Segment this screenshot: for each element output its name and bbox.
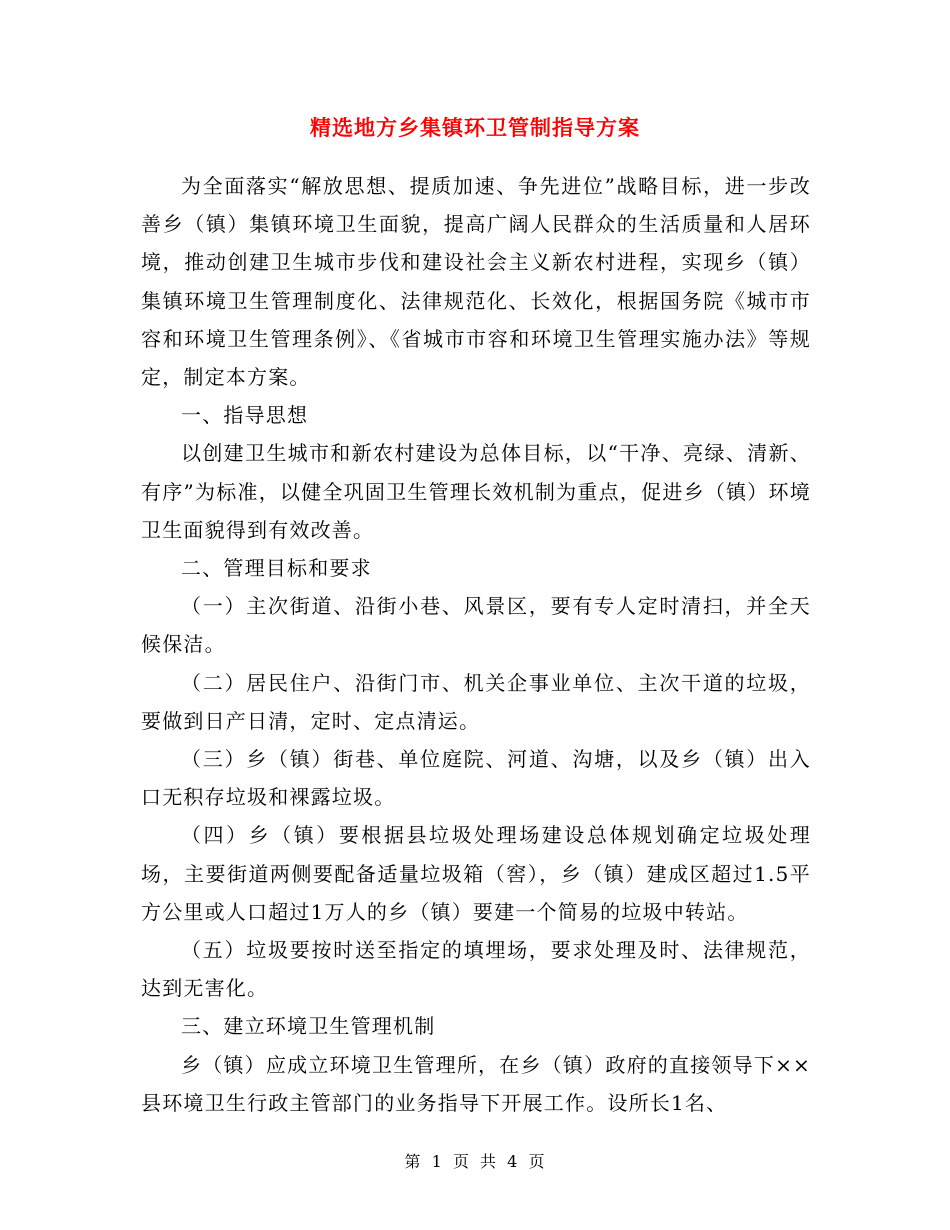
page-footer (0, 1150, 950, 1174)
document-title: 精选地方乡集镇环卫管制指导方案 (310, 115, 640, 140)
footer-total-pages: 4 (507, 1152, 519, 1171)
footer-label-page-unit: 页 (452, 1152, 470, 1171)
paragraph-mechanism: 乡（镇）应成立环境卫生管理所，在乡（镇）政府的直接领导下××县环境卫生行政主管部门的业务指导下开展工作。设所长1名、 (141, 1052, 811, 1115)
paragraph-intro: 为全面落实“解放思想、提质加速、争先进位”战略目标，进一步改善乡（镇）集镇环境卫生面貌，提高广阔人民群众的生活质量和人居环境，推动创建卫生城市步伐和建设社会主义新农村进程，实现乡（镇）集镇环境卫生管理制度化、法律规范化、长效化，根据国务院《城市市容和环境卫生管理条例》、《省城市市容和环境卫生管理实施办法》等规定，制定本方案。 (141, 174, 811, 390)
paragraph-item-1: （一）主次街道、沿街小巷、风景区，要有专人定时清扫，并全天候保洁。 (141, 594, 811, 657)
paragraph-item-3: （三）乡（镇）街巷、单位庭院、河道、沟塘，以及乡（镇）出入口无积存垃圾和裸露垃圾。 (141, 747, 811, 810)
footer-label-page: 第 (404, 1152, 422, 1171)
footer-label-total-unit: 页 (528, 1152, 546, 1171)
paragraph-item-4: （四）乡（镇）要根据县垃圾处理场建设总体规划确定垃圾处理场，主要街道两侧要配备适量垃圾箱（窖），乡（镇）建成区超过1.5平方公里或人口超过1万人的乡（镇）要建一个简易的垃圾中转站。 (141, 823, 811, 924)
footer-current-page: 1 (431, 1152, 443, 1171)
section-heading-2: 二、管理目标和要求 (181, 556, 372, 581)
paragraph-guiding-thought: 以创建卫生城市和新农村建设为总体目标，以“干净、亮绿、清新、有序”为标准，以健全巩固卫生管理长效机制为重点，促进乡（镇）环境卫生面貌得到有效改善。 (141, 441, 811, 542)
document-body (141, 167, 811, 1122)
paragraph-item-5: （五）垃圾要按时送至指定的填埋场，要求处理及时、法律规范，达到无害化。 (141, 938, 811, 1001)
paragraph-item-2: （二）居民住户、沿街门市、机关企事业单位、主次干道的垃圾，要做到日产日清，定时、定点清运。 (141, 670, 811, 733)
section-heading-1: 一、指导思想 (181, 403, 309, 428)
section-heading-3: 三、建立环境卫生管理机制 (181, 1014, 436, 1039)
footer-label-total: 共 (480, 1152, 498, 1171)
